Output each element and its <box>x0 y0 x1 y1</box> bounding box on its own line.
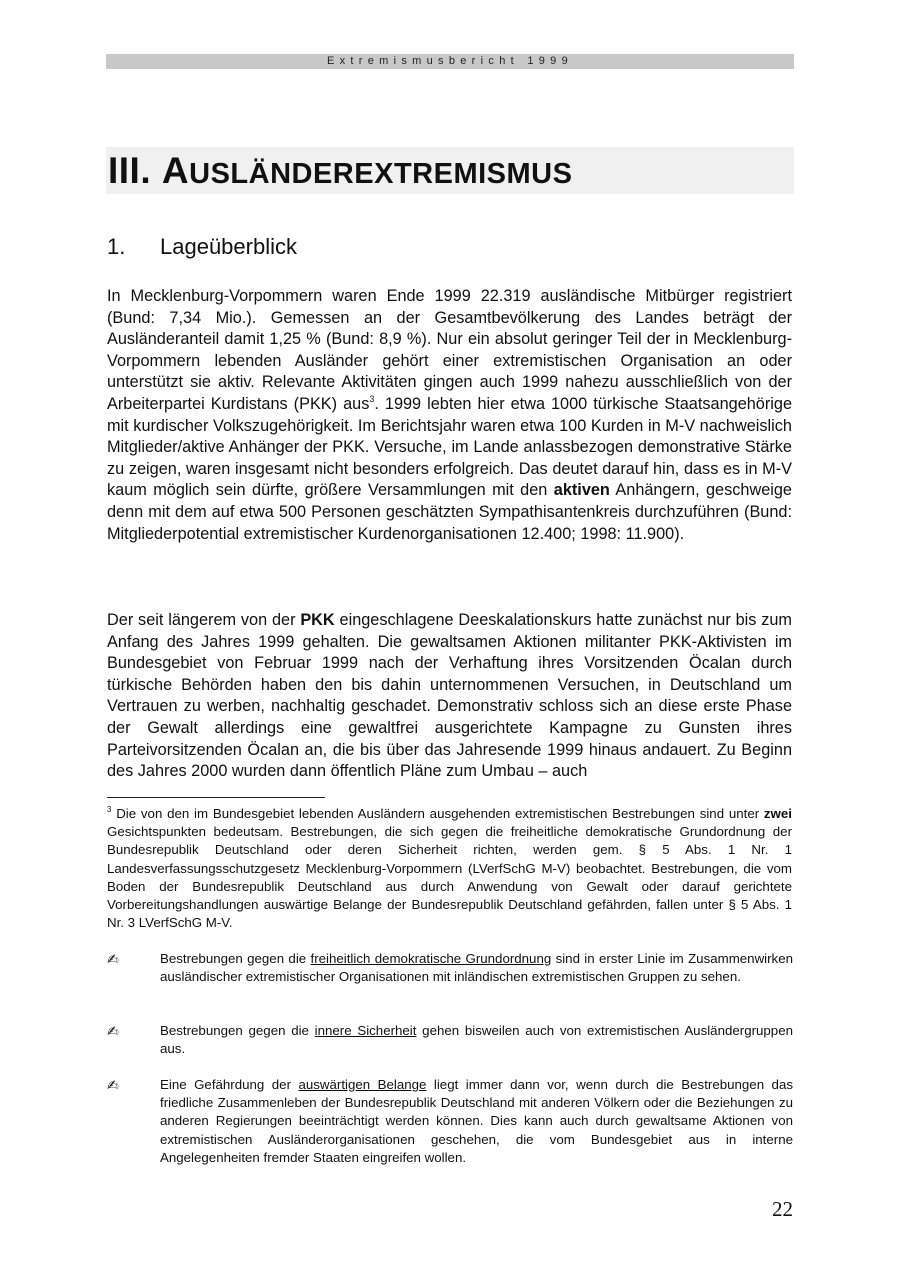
bullet-item <box>107 1076 793 1167</box>
bullet-text-part: Eine Gefährdung der <box>160 1077 299 1092</box>
footnote-divider <box>107 797 325 798</box>
chapter-roman: III. <box>108 150 152 191</box>
bullet-text <box>160 950 793 986</box>
paragraph-text: In Mecklenburg-Vorpommern waren Ende 1999 22.319 ausländische Mitbürger registriert (Bund: 7,34 Mio.). Gemessen an der Gesamtbevölkerung des Landes beträgt der Ausländeranteil damit 1,25 % (Bund: 8,9 %). Nur ein absolut geringer Teil der in Mecklenburg-Vorpommern lebenden Ausländer gehört einer extremistischen Organisation an oder unterstützt sie aktiv. Relevante Aktivitäten gingen auch 1999 nahezu ausschließlich von der Arbeiterpartei Kurdistans (PKK) aus <box>107 287 792 413</box>
paragraph-text: Anhängern, geschweige denn mit dem auf etwa 500 Personen geschätzten Sympathisantenkreis durchzuführen (Bund: Mitgliederpotential extremistischer Kurdenorganisationen 12.400; 1998: 11.900). <box>107 481 792 543</box>
chapter-heading <box>106 147 794 194</box>
section-title: Lageüberblick <box>160 234 297 259</box>
bullet-text-part: Bestrebungen gegen die <box>160 951 311 966</box>
chapter-initial: A <box>161 150 190 191</box>
bullet-text <box>160 1076 793 1167</box>
underlined-term: freiheitlich demokratische Grundordnung <box>310 951 552 966</box>
paragraph-text: . 1999 lebten hier etwa 1000 türkische Staatsangehörige mit kurdischer Volkszugehörigkeit. Im Berichtsjahr waren etwa 100 Kurden in M-V nachweislich Mitglieder/aktive Anhänger der PKK. Versuche, im Lande anlassbezogen demonstrative Stärke zu zeigen, waren insgesamt nicht besonders erfolgreich. Das deutet darauf hin, dass es in M-V kaum möglich sein dürfte, größere Versammlungen mit den <box>107 394 793 500</box>
bullet-item <box>107 1022 793 1058</box>
running-header: Extremismusbericht 1999 <box>106 54 794 69</box>
chapter-title <box>108 150 572 195</box>
section-number: 1. <box>107 234 126 259</box>
underlined-term: auswärtigen Belange <box>298 1077 427 1092</box>
section-heading <box>107 233 297 261</box>
underlined-term: innere Sicherheit <box>314 1023 417 1038</box>
chapter-rest: USLÄNDEREXTREMISMUS <box>189 158 573 190</box>
paragraph-pkk <box>107 610 792 783</box>
bullet-item <box>107 950 793 986</box>
emphasis-text: aktiven <box>553 481 610 500</box>
emphasis-text: zwei <box>763 806 792 821</box>
bullet-text-part: liegt immer dann vor, wenn durch die Bestrebungen das friedliche Zusammenleben der Bundesrepublik Deutschland mit anderen Völkern oder die Beziehungen zu anderen Regierungen beeinträchtigt werden können. Dies kann auch durch gewaltsame Aktionen von extremistischen Ausländerorganisationen geschehen, die vom Bundesgebiet aus in interne Angelegenheiten fremder Staaten eingreifen wollen. <box>160 1077 793 1165</box>
page-number: 22 <box>772 1197 793 1221</box>
emphasis-text: PKK <box>300 611 335 629</box>
writing-hand-icon: ✍ <box>107 1023 119 1039</box>
paragraph-text: Der seit längerem von der <box>107 611 301 629</box>
footnote <box>107 805 792 932</box>
paragraph-text: eingeschlagene Deeskalationskurs hatte zunächst nur bis zum Anfang des Jahres 1999 gehalten. Die gewaltsamen Aktionen militanter PKK-Aktivisten im Bundesgebiet von Februar 1999 nach der Verhaftung ihres Vorsitzenden Öcalan durch türkische Behörden haben den bis dahin unternommenen Versuchen, in Deutschland um Vertrauen zu werben, nachhaltig geschadet. Demonstrativ schloss sich an diese erste Phase der Gewalt allerdings eine gewaltfrei ausgerichtete Kampagne zu Gunsten ihres Parteivorsitzenden Öcalan an, die bis über das Jahresende 1999 hinaus andauert. Zu Beginn des Jahres 2000 wurden dann öffentlich Pläne zum Umbau – auch <box>107 611 792 781</box>
footnote-text: Gesichtspunkten bedeutsam. Bestrebungen, die sich gegen die freiheitliche demokratische Grundordnung der Bundesrepublik Deutschland oder deren Sicherheit richten, werden gem. § 5 Abs. 1 Nr. 1 Landesverfassungsschutzgesetz Mecklenburg-Vorpommern (LVerfSchG M-V) beobachtet. Bestrebungen, die vom Boden der Bundesrepublik Deutschland aus durch Anwendung von Gewalt oder darauf gerichtete Vorbereitungshandlungen auswärtige Belange der Bundesrepublik Deutschland gefährden, fallen unter § 5 Abs. 1 Nr. 3 LVerfSchG M-V. <box>107 824 792 931</box>
bullet-text-part: sind in erster Linie im Zusammenwirken ausländischer extremistischer Organisationen mit inländischen extremistischen Gruppen zu sehen. <box>160 951 793 985</box>
footnote-marker: 3 <box>107 805 112 814</box>
bullet-text <box>160 1022 793 1058</box>
footnote-reference[interactable]: 3 <box>369 393 375 404</box>
paragraph-situation-overview <box>107 286 792 545</box>
footnote-text: Die von den im Bundesgebiet lebenden Ausländern ausgehenden extremistischen Bestrebungen sind unter <box>111 806 764 821</box>
writing-hand-icon: ✍ <box>107 1077 119 1093</box>
bullet-text-part: gehen bisweilen auch von extremistischen Ausländergruppen aus. <box>160 1023 793 1057</box>
bullet-text-part: Bestrebungen gegen die <box>160 1023 315 1038</box>
writing-hand-icon: ✍ <box>107 951 119 967</box>
